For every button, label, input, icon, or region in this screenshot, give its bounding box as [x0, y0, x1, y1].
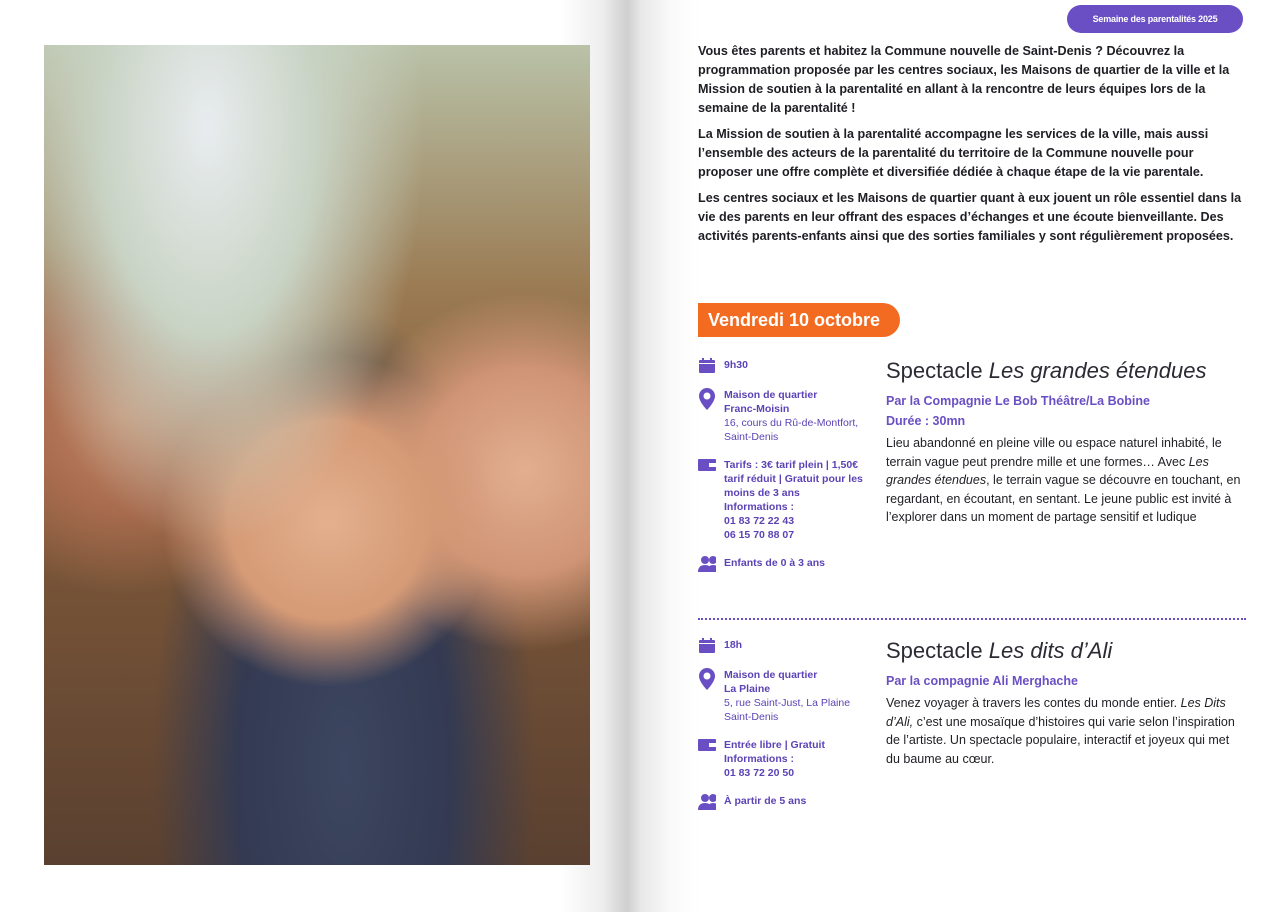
duration: Durée : 30mn [886, 414, 966, 428]
wallet-icon [698, 738, 716, 780]
event-body [886, 638, 1246, 768]
event-title [886, 638, 1246, 664]
event-description [886, 694, 1246, 768]
phone: 01 83 72 22 43 [724, 515, 795, 527]
phone: 01 83 72 20 50 [724, 767, 795, 779]
audience: Enfants de 0 à 3 ans [724, 557, 825, 569]
title-italic: Les grandes étendues [988, 358, 1207, 383]
tarifs: Entrée libre | Gratuit [724, 739, 825, 751]
event-details [698, 358, 873, 586]
people-icon [698, 794, 716, 810]
company: Par la Compagnie Le Bob Théâtre/La Bobine [886, 394, 1150, 408]
event-details [698, 638, 873, 824]
place-sub: La Plaine [724, 683, 771, 695]
tarifs: Tarifs : 3€ tarif plein | 1,50€ tarif réduit | Gratuit pour les moins de 3 ans [724, 459, 863, 499]
desc-part: Lieu abandonné en pleine ville ou espace naturel inhabité, le terrain vague peut prendre mille et une formes… Avec [886, 436, 1222, 469]
intro-text [698, 42, 1243, 253]
desc-italic: Les grandes étendues [886, 454, 1209, 487]
event-description [886, 434, 1246, 527]
info-label: Informations : [724, 753, 794, 765]
info-label: Informations : [724, 501, 794, 513]
intro-paragraph: La Mission de soutien à la parentalité accompagne les services de la ville, mais aussi l’ensemble des acteurs de la parentalité du territoire de la Commune nouvelle pour proposer une offre complète et diversifiée dédiée à chaque étape de la vie parentale. [698, 127, 1209, 179]
day-heading: Vendredi 10 octobre [698, 303, 900, 337]
intro-paragraph: Vous êtes parents et habitez la Commune nouvelle de Saint-Denis ? Découvrez la programmation proposée par les centres sociaux, les Maisons de quartier de la ville et la Mission de soutien à la parentalité en allant à la rencontre de leurs équipes lors de la semaine de la parentalité ! [698, 44, 1230, 115]
wallet-icon [698, 458, 716, 542]
place-sub: Franc-Moisin [724, 403, 790, 415]
place-name: Maison de quartier [724, 669, 818, 681]
title-prefix: Spectacle [886, 638, 989, 663]
intro-paragraph: Les centres sociaux et les Maisons de quartier quant à eux jouent un rôle essentiel dans la vie des parents en leur offrant des espaces d’échanges et une écoute bienveillante. Des activités parents-enfants ainsi que des sorties familiales y sont régulièrement proposées. [698, 191, 1242, 243]
phone: 06 15 70 88 07 [724, 529, 795, 541]
desc-italic: Les Dits d’Ali, [886, 696, 1226, 729]
address: 16, cours du Rû-de-Montfort, Saint-Denis [724, 417, 859, 443]
title-prefix: Spectacle [886, 358, 989, 383]
desc-part: c’est une mosaïque d’histoires qui varie selon l’inspiration de l’artiste. Un spectacle populaire, interactif et joyeux qui met du baume au cœur. [886, 714, 1235, 766]
event-body [886, 358, 1246, 527]
location-pin-icon [698, 388, 716, 444]
place-name: Maison de quartier [724, 389, 818, 401]
audience: À partir de 5 ans [724, 795, 807, 807]
section-badge: Semaine des parentalités 2025 [1067, 5, 1243, 33]
event-time: 9h30 [724, 359, 748, 371]
title-italic: Les dits d’Ali [988, 638, 1113, 663]
dotted-divider [698, 618, 1246, 620]
event-title [886, 358, 1246, 384]
people-icon [698, 556, 716, 572]
desc-part: Venez voyager à travers les contes du monde entier. [886, 696, 1181, 710]
location-pin-icon [698, 668, 716, 724]
family-photo [44, 45, 590, 865]
calendar-icon [698, 638, 716, 654]
company: Par la compagnie Ali Merghache [886, 674, 1078, 688]
event-time: 18h [724, 639, 743, 651]
desc-part: , le terrain vague se découvre en touchant, en regardant, en écoutant, en sentant. Le jeune public est invité à l’explorer dans un moment de partage sensitif et ludique [886, 473, 1241, 524]
calendar-icon [698, 358, 716, 374]
address: 5, rue Saint-Just, La Plaine Saint-Denis [724, 697, 851, 723]
